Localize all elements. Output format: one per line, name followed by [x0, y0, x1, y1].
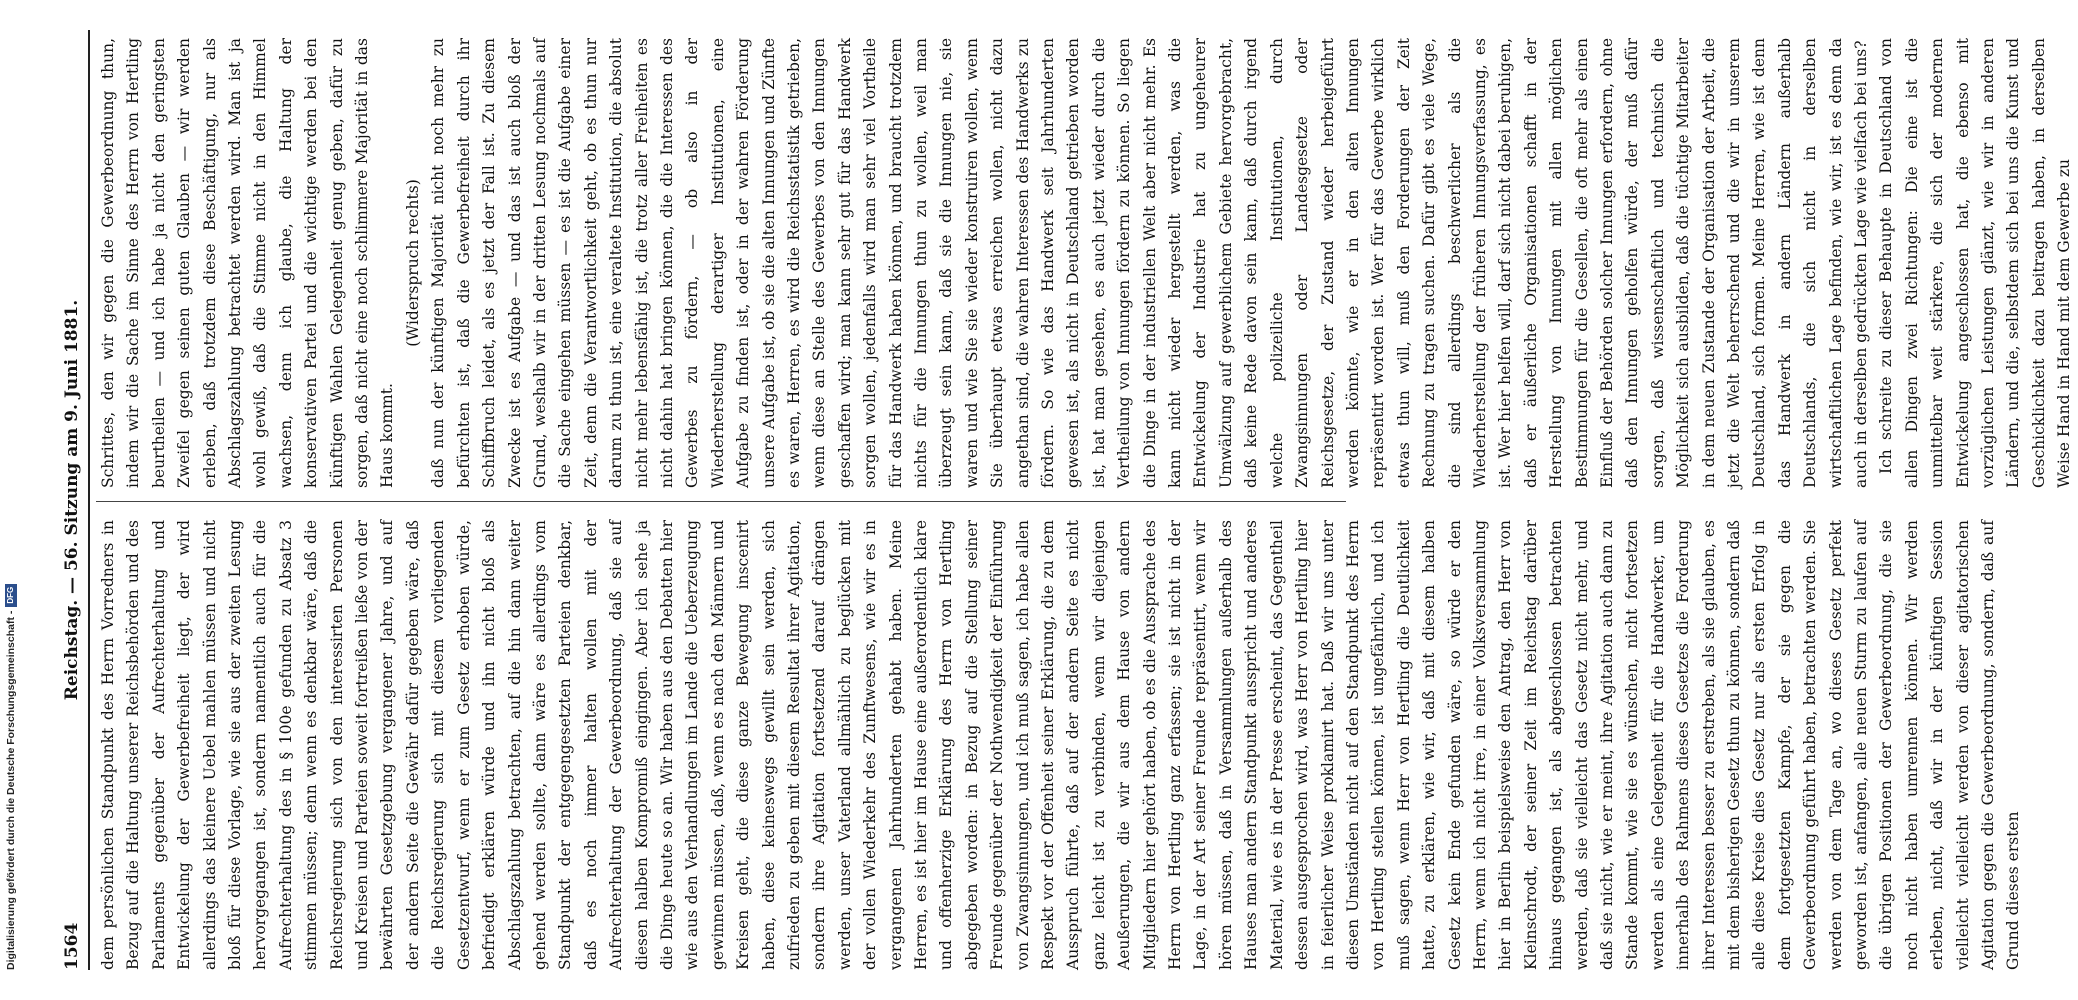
right-column: [96, 38, 2074, 488]
credit-text: Digitalisierung gefördert durch die Deutsche Forschungsgemeinschaft -: [5, 610, 17, 970]
interjection: (Widerspruch rechts): [403, 179, 422, 347]
page-number: 1564: [62, 922, 82, 970]
left-column: [96, 520, 2023, 970]
page-title: Reichstag. — 56. Sitzung am 9. Juni 1881.: [62, 299, 82, 701]
header-rule: [88, 30, 90, 970]
digitization-credit: [4, 0, 18, 1000]
right-paragraph: daß nun der künftigen Majorität nicht noch mehr zu befürchten ist, daß die Gewerbefreiheit durch ihr Schiffbruch leidet, als es jetzt der Fall ist. Zu diesem Zwecke ist es Aufgabe — und das ist auch bloß der Grund, weshalb wir in der dritten Lesung nochmals auf die Sache eingehen müssen — es ist die Aufgabe einer Zeit, denn die Verantwortlichkeit geht, ob es thun nur darum zu thun ist, eine veraltete Institution, die absolut nicht mehr lebensfähig ist, die trotz aller Freiheiten es nicht dahin hat bringen können, die die Interessen des Gewerbes zu fördern, — ob also in der Wiederherstellung derartiger Institutionen, eine Aufgabe zu finden ist, oder in der wahren Förderung unsere Aufgabe ist, ob sie die alten Innungen und Zünfte es waren, Herren, es wird die Reichsstatistik getrieben, wenn diese an Stelle des Gewerbes von den Innungen geschaffen wird; man kann sehr gut für das Handwerk sorgen wollen, jedenfalls wird man sehr viel Vortheile für das Handwerk haben können, und braucht trotzdem nichts für die Innungen thun zu wollen, weil man überzeugt sein kann, daß sie die Innungen nie, sie waren und wie Sie sie wieder konstruiren wollen, wenn Sie überhaupt etwas erreichen wollen, nicht dazu angethan sind, die wahren Interessen des Handwerks zu fördern. So wie das Handwerk seit Jahrhunderten gewesen ist, als nicht in Deutschland getrieben worden ist, hat man gesehen, es auch jetzt wieder durch die Vertheilung von Innungen fördern zu können. So liegen die Dinge in der industriellen Welt aber nicht mehr. Es kann nicht wieder hergestellt werden, was die Entwickelung der Industrie hat zu ungeheurer Umwälzung auf gewerblichem Gebiete hervorgebracht, daß keine Rede davon sein kann, daß durch irgend welche polizeiliche Institutionen, durch Zwangsinnungen oder Landesgesetze oder Reichsgesetze, der Zustand wieder herbeigeführt werden könnte, wie er in den alten Innungen repräsentirt worden ist. Wer für das Gewerbe wirklich etwas thun will, muß den Forderungen der Zeit Rechnung zu tragen suchen. Dafür gibt es viele Wege, die sind allerdings beschwerlicher als die Wiederherstellung der früheren Innungsverfassung, es ist. Wer hier helfen will, darf sich nicht dabei beruhigen, daß er äußerliche Organisationen schafft in der Herstellung von Innungen mit allen möglichen Bestimmungen für die Gesellen, die oft mehr als einen Einfluß der Behörden solcher Innungen erfordern, ohne daß den Innungen geholfen würde, der muß dafür sorgen, daß wissenschaftlich und technisch die Möglichkeit sich ausbilden, daß die tüchtige Mitarbeiter in dem neuen Zustande der Organisation der Arbeit, die jetzt die Welt beherrschend und die wir in unserem Deutschland, sich formen. Meine Herren, wie ist denn das Handwerk in andern Ländern außerhalb Deutschlands, die sich nicht in derselben wirtschaftlichen Lage befinden, wie wir, ist es denn da auch in derselben gedrückten Lage wie vielfach bei uns?: [429, 38, 1871, 488]
page-header: [62, 30, 86, 970]
right-paragraph: Schrittes, den wir gegen die Gewerbeordnung thun, indem wir die Sache im Sinne des Herrn von Hertling beurtheilen — und ich habe ja nicht den geringsten Zweifel gegen seinen guten Glauben — wir werden erleben, daß trotzdem diese Beschäftigung, nur als Abschlagszahlung betrachtet werden wird. Man ist ja wohl gewiß, daß die Stimme nicht in den Himmel wachsen, denn ich glaube, die Haltung der konservativen Partei und die wichtige werden bei den künftigen Wahlen Gelegenheit genug geben, dafür zu sorgen, daß nicht eine noch schlimmere Majorität in das Haus kommt.: [99, 38, 397, 488]
left-paragraph: dem persönlichen Standpunkt des Herrn Vorredners in Bezug auf die Haltung unserer Reichsbehörden und des Parlaments gegenüber der Aufrechterhaltung und Entwickelung der Gewerbefreiheit liegt, der wird allerdings das kleinere Uebel mahlen müssen und nicht bloß für diese Vorlage, wie sie aus der zweiten Lesung hervorgegangen ist, sondern namentlich auch für die Aufrechterhaltung des in § 100e gefunden zu Absatz 3 stimmen müssen; denn wenn es denkbar wäre, daß die Reichsregierung sich von den interessirten Personen und Kreisen und Parteien soweit fortreißen ließe von der bewährten Gesetzgebung vergangener Jahre, und auf der andern Seite die Gewähr dafür gegeben wäre, daß die Reichsregierung sich mit diesem vorliegenden Gesetzentwurf, wenn er zum Gesetz erhoben würde, befriedigt erklären würde und ihn nicht bloß als Abschlagszahlung betrachten, auf die hin dann weiter gehend werden sollte, dann wäre es allerdings vom Standpunkt der entgegengesetzten Parteien denkbar, daß es noch immer halten wollen mit der Aufrechterhaltung der Gewerbeordnung, daß sie auf diesen halben Kompromiß eingingen. Aber ich sehe ja die Dinge heute so an. Wir haben aus den Debatten hier wie aus den Verhandlungen im Lande die Ueberzeugung gewinnen müssen, daß, wenn es nach den Männern und Kreisen geht, die diese ganze Bewegung inscenirt haben, diese keineswegs gewillt sein werden, sich zufrieden zu geben mit diesem Resultat ihrer Agitation, sondern ihre Agitation fortsetzend darauf drängen werden, unser Vaterland allmählich zu beglücken mit der vollen Wiederkehr des Zunftwesens, wie wir es in vergangenen Jahrhunderten gehabt haben. Meine Herren, es ist hier im Hause eine außerordentlich klare und offenherzige Erklärung des Herrn von Hertling abgegeben worden: in Bezug auf die Stellung seiner Freunde gegenüber der Nothwendigkeit der Einführung von Zwangsinnungen, und ich muß sagen, ich habe allen Respekt vor der Offenheit seiner Erklärung, die zu dem Ausspruch führte, daß auf der andern Seite es nicht ganz leicht ist zu verbinden, wenn wir diejenigen Aeußerungen, die wir aus dem Hause von andern Mitgliedern hier gehört haben, ob es die Aussprache des Herrn von Hertling ganz erfassen; sie ist nicht in der Lage, in der Art seiner Freunde repräsentirt, wenn wir hören müssen, daß in Versammlungen außerhalb des Hauses man andern Standpunkt ausspricht und anderes Material, wie es in der Presse erscheint, das Gegentheil dessen ausgesprochen wird, was Herr von Hertling hier in feierlicher Weise proklamirt hat. Daß wir uns unter diesen Umständen nicht auf den Standpunkt des Herrn von Hertling stellen können, ist ungefährlich, und ich muß sagen, wenn Herr von Hertling die Deutlichkeit hatte, zu erklären, wie wir, daß mit diesem halben Gesetz kein Ende gefunden wäre, so würde er den Herrn, wenn ich nicht irre, in einer Volksversammlung hier in Berlin beispielsweise den Antrag, den Herr von Kleinschrodt, der seiner Zeit im Reichstag darüber hinaus gegangen ist, als abgeschlossen betrachten werden, daß sie vielleicht das Gesetz nicht mehr, und daß sie nicht, wie er meint, ihre Agitation auch dann zu Stande kommt, wie sie es wünschen, nicht fortsetzen werden als eine Gelegenheit für die Handwerker, um innerhalb des Rahmens dieses Gesetzes die Forderung ihrer Interessen besser zu erstreben, als sie glauben, es mit dem bisherigen Gesetz thun zu können, sondern daß alle diese Kreise dies Gesetz nur als ersten Erfolg in dem fortgesetzten Kampfe, der sie gegen die Gewerbeordnung geführt haben, betrachten werden. Sie werden von dem Tage an, wo dieses Gesetz perfekt geworden ist, anfangen, alle neuen Sturm zu laufen auf die übrigen Positionen der Gewerbeordnung, die sie noch nicht haben umrennen können. Wir werden erleben, nicht, daß wir in der künftigen Session vielleicht vielleicht werden von dieser agitatorischen Agitation gegen die Gewerbeordnung, sondern, daß auf Grund dieses ersten: [99, 520, 2023, 970]
column-divider: [96, 501, 1346, 502]
dfg-logo: DFG: [5, 584, 17, 607]
right-paragraph: Ich schreite zu dieser Behaupte in Deutschland von allen Dingen zwei Richtungen: Die eine ist die unmittelbar weit stärkere, die sich der modernen Entwickelung angeschlossen hat, die ebenso mit vorzüglichen Leistungen glänzt, wie wir in anderen Ländern, und die, selbstdem sich bei uns die Kunst und Geschicklichkeit dazu beitragen haben, in derselben Weise Hand in Hand mit dem Gewerbe zu: [1877, 38, 2074, 488]
